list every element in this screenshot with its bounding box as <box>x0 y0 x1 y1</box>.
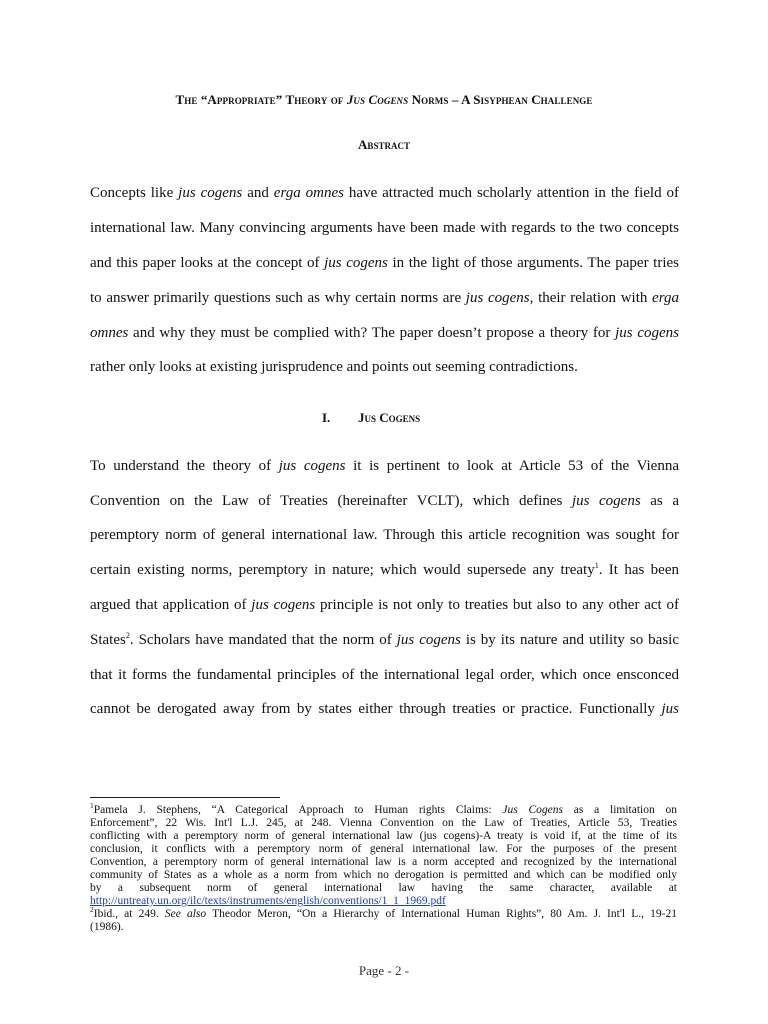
footnote-1-line-2 <box>90 817 677 830</box>
italic-run: jus cogens <box>324 255 388 271</box>
footnote-separator <box>90 797 280 798</box>
text-run: Enforcement”, 22 Wis. Int'l L.J. 245, at 248. Vienna Convention on the Law of Treaties, Article 53, Treaties <box>90 817 677 829</box>
section-title: Jus Cogens <box>358 410 421 425</box>
footnote-1-line-5 <box>90 856 677 869</box>
text-run: . It has been <box>598 562 680 578</box>
text-run: and this paper looks at the concept of <box>90 255 325 271</box>
title-part-1: The “Appropriate” Theory of <box>175 92 347 107</box>
footnote-ref-1[interactable]: 1 <box>594 561 599 570</box>
text-run: cannot be derogated away from by states either through treaties or practice. Functionally <box>90 701 662 717</box>
text-run: Ibid., at 249. <box>93 908 165 920</box>
section-number: I. <box>322 410 331 425</box>
text-run: To understand the theory of <box>90 458 279 474</box>
footnote-2-line-1 <box>90 905 677 921</box>
text-run: and why they must be complied with? The paper doesn’t propose a theory for <box>128 325 616 341</box>
abstract-line-3 <box>90 254 679 272</box>
italic-run: Jus Cogens <box>502 804 563 816</box>
text-run: argued that application of <box>90 597 252 613</box>
text-run: Concepts like <box>90 185 179 201</box>
title-italic: Jus Cogens <box>346 92 409 107</box>
italic-run: jus cogens <box>615 325 679 341</box>
text-run: in the light of those arguments. The paper tries <box>387 255 679 271</box>
italic-run: jus cogens <box>396 632 461 648</box>
text-run: as a <box>640 493 679 509</box>
text-run: to answer primarily questions such as why certain norms are <box>90 290 466 306</box>
body-line-2 <box>90 492 679 510</box>
footnote-2-line-2 <box>90 921 677 934</box>
body-line-5 <box>90 596 679 614</box>
footnote-1-line-3 <box>90 830 677 843</box>
text-run: , their relation with <box>529 290 653 306</box>
text-run: conflicting with a peremptory norm of general international law (jus cogens)-A treaty is void if, at the time of its <box>90 830 677 842</box>
section-heading <box>322 410 420 426</box>
title-part-2: Norms – A Sisyphean Challenge <box>408 92 593 107</box>
italic-run: erga <box>652 290 679 306</box>
text-run: by a subsequent norm of general international law having the same character, available at <box>90 882 677 894</box>
page-number: Page - 2 - <box>358 963 410 978</box>
text-run: international law. Many convincing arguments have been made with regards to the two concepts <box>90 220 679 236</box>
text-run: Convention, a peremptory norm of general international law is a norm accepted and recognized by the international <box>90 856 677 868</box>
treaty-pdf-link[interactable]: http://untreaty.un.org/ilc/texts/instruments/english/conventions/1_1_1969.pdf <box>90 895 446 907</box>
footnote-ref-2[interactable]: 2 <box>125 631 130 640</box>
text-run: that it forms the fundamental principles of the international legal order, which once ensconced <box>90 667 679 683</box>
text-run: conclusion, it conflicts with a peremptory norm of general international law. For the purposes of the present <box>90 843 677 855</box>
footnote-1-line-7 <box>90 882 677 895</box>
footnote-1-line-1 <box>90 801 677 817</box>
footnote-1-line-8 <box>90 895 677 908</box>
footnote-1-line-4 <box>90 843 677 856</box>
italic-run: omnes <box>90 325 129 341</box>
text-run: peremptory norm of general international law. Through this article recognition was sought for <box>90 527 679 543</box>
text-run: (1986). <box>90 921 124 933</box>
abstract-line-5 <box>90 324 679 342</box>
body-line-3 <box>90 526 679 544</box>
italic-run: jus cogens <box>178 185 243 201</box>
body-line-4 <box>90 561 679 579</box>
italic-run: jus cogens <box>571 493 641 509</box>
abstract-heading: Abstract <box>358 137 410 152</box>
abstract-line-2 <box>90 219 679 237</box>
abstract-line-4 <box>90 289 679 307</box>
text-run: is by its nature and utility so basic <box>460 632 679 648</box>
italic-run: erga omnes <box>273 185 344 201</box>
footnote-marker-1: 1 <box>90 801 94 811</box>
italic-run: See also <box>164 908 207 920</box>
abstract-line-1 <box>90 184 679 202</box>
body-line-8 <box>90 700 679 718</box>
text-run: and <box>242 185 274 201</box>
body-line-7 <box>90 666 679 684</box>
text-run: rather only looks at existing jurisprudence and points out seeming contradictions. <box>90 359 578 375</box>
text-run: . Scholars have mandated that the norm of <box>129 632 397 648</box>
body-line-6 <box>90 631 679 649</box>
body-line-1 <box>90 457 679 475</box>
italic-run: jus <box>661 701 679 717</box>
text-run: Convention on the Law of Treaties (hereinafter VCLT), which defines <box>90 493 572 509</box>
text-run: certain existing norms, peremptory in nature; which would supersede any treaty <box>90 562 595 578</box>
text-run: Theodor Meron, “On a Hierarchy of International Human Rights”, 80 Am. J. Int'l L., 19-21 <box>206 908 677 920</box>
text-run: it is pertinent to look at Article 53 of the Vienna <box>345 458 679 474</box>
text-run: have attracted much scholarly attention in the field of <box>343 185 679 201</box>
text-run: as a limitation on <box>562 804 677 816</box>
paper-title <box>0 92 768 108</box>
italic-run: jus cogens <box>465 290 530 306</box>
text-run: community of States as a whole as a norm from which no derogation is permitted and which can be modified only <box>90 869 677 881</box>
italic-run: jus cogens <box>251 597 316 613</box>
text-run: principle is not only to treaties but also to any other act of <box>315 597 679 613</box>
footnote-1-line-6 <box>90 869 677 882</box>
italic-run: jus cogens <box>278 458 346 474</box>
footnote-marker-2: 2 <box>90 905 94 915</box>
text-run: Pamela J. Stephens, “A Categorical Approach to Human rights Claims: <box>93 804 503 816</box>
abstract-line-6 <box>90 358 679 376</box>
text-run: States <box>90 632 126 648</box>
